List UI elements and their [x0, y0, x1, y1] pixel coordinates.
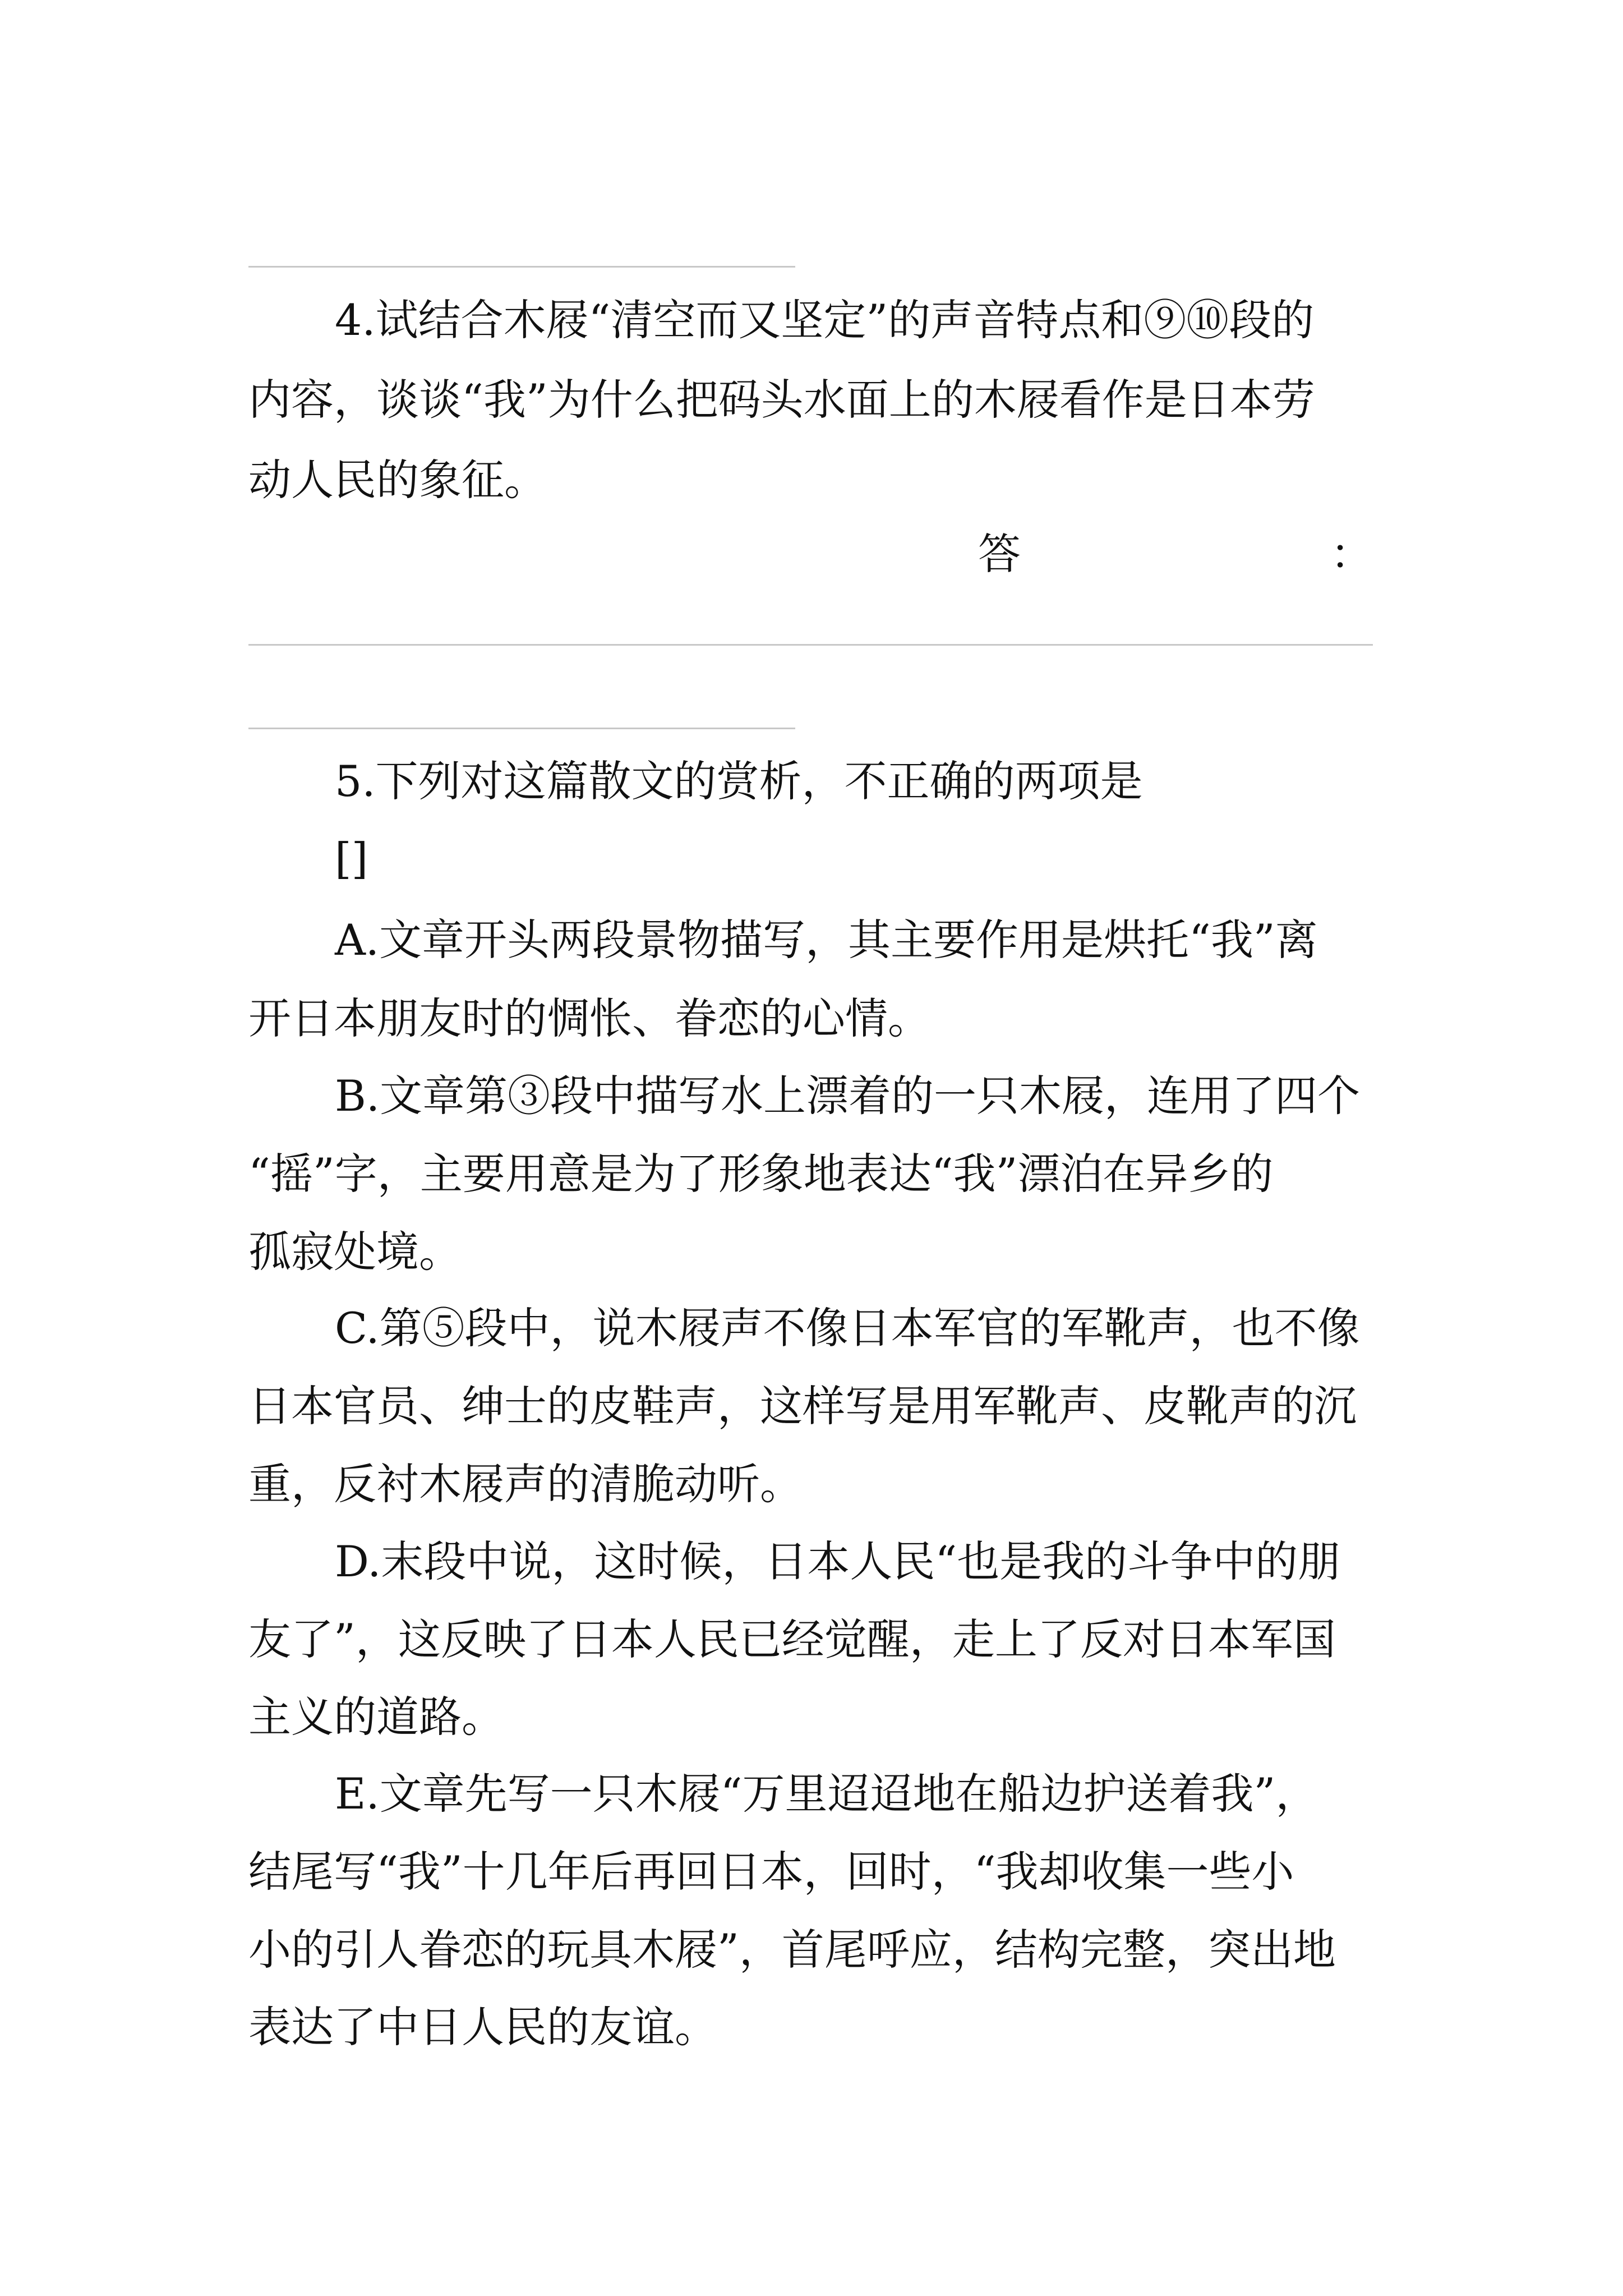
answer-blank-line-short[interactable]: [248, 728, 795, 729]
option-c-line-1: C.第⑤段中，说木屐声不像日本军官的军靴声，也不像: [335, 1303, 1360, 1353]
question-5-stem: 5.下列对这篇散文的赏析，不正确的两项是: [335, 756, 1143, 806]
option-e-line-1: E.文章先写一只木屐“万里迢迢地在船边护送着我”，: [335, 1769, 1318, 1819]
option-d-line-1: D.末段中说，这时候，日本人民“也是我的斗争中的朋: [335, 1536, 1341, 1586]
option-b-line-3: 孤寂处境。: [248, 1227, 462, 1277]
question-4-line-1: 4.试结合木屐“清空而又坚定”的声音特点和⑨⑩段的: [335, 295, 1315, 345]
option-c-line-3: 重，反衬木屐声的清脆动听。: [248, 1459, 803, 1509]
answer-blank-line[interactable]: [248, 644, 1373, 646]
option-e-line-2: 结尾写“我”十几年后再回日本，回时，“我却收集一些小: [248, 1847, 1294, 1897]
option-c-line-2: 日本官员、绅士的皮鞋声，这样写是用军靴声、皮靴声的沉: [248, 1381, 1357, 1431]
answer-colon: ：: [1330, 529, 1373, 579]
option-e-line-3: 小的引人眷恋的玩具木屐”，首尾呼应，结构完整，突出地: [248, 1925, 1336, 1975]
divider-line-top: [248, 266, 795, 268]
option-e-line-4: 表达了中日人民的友谊。: [248, 2002, 717, 2052]
option-b-line-1: B.文章第③段中描写水上漂着的一只木屐，连用了四个: [335, 1071, 1361, 1121]
option-a-line-1: A.文章开头两段景物描写，其主要作用是烘托“我”离: [335, 915, 1318, 965]
answer-label: 答: [978, 529, 1021, 579]
answer-bracket[interactable]: []: [335, 834, 368, 884]
option-d-line-2: 友了”，这反映了日本人民已经觉醒，走上了反对日本军国: [248, 1614, 1336, 1664]
option-d-line-3: 主义的道路。: [248, 1692, 504, 1742]
option-a-line-2: 开日本朋友时的惆怅、眷恋的心情。: [248, 993, 930, 1043]
question-4-line-3: 动人民的象征。: [248, 455, 547, 505]
option-b-line-2: “摇”字，主要用意是为了形象地表达“我”漂泊在异乡的: [248, 1149, 1274, 1199]
question-4-line-2: 内容，谈谈“我”为什么把码头水面上的木屐看作是日本劳: [248, 375, 1315, 425]
